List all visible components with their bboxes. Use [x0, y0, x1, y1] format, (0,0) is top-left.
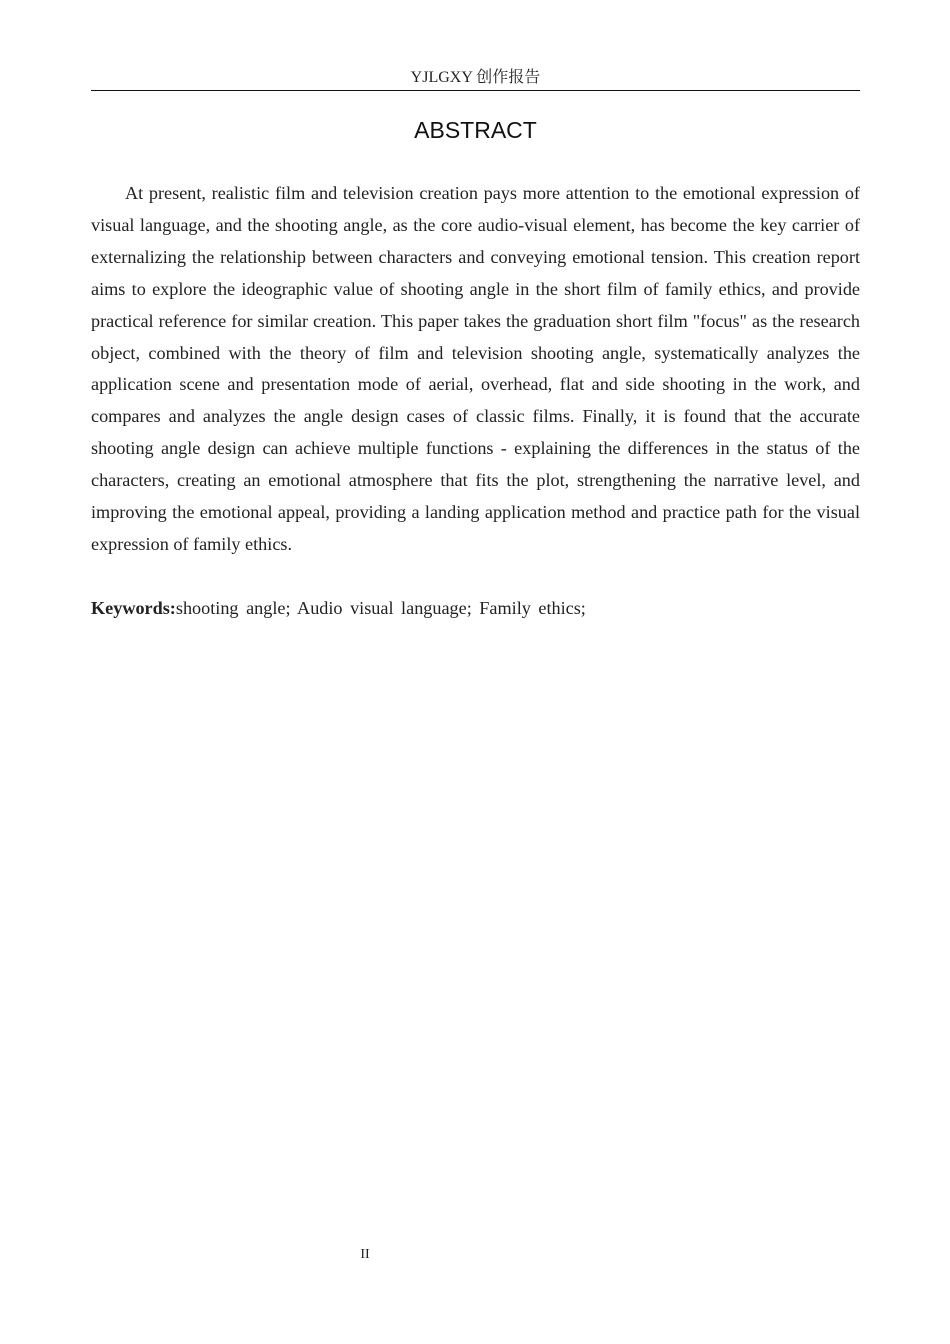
abstract-title: ABSTRACT	[414, 117, 537, 143]
keywords-label: Keywords:	[91, 598, 176, 618]
keywords-text: shooting angle; Audio visual language; Family ethics;	[175, 598, 586, 618]
header-rule	[91, 90, 860, 91]
running-header: YJLGXY 创作报告	[410, 69, 541, 86]
page-number: II	[360, 1247, 370, 1262]
abstract-body: At present, realistic film and television creation pays more attention to the emotional expression of visual language, and the shooting angle, as the core audio-visual element, has become the key carrier of externalizing the relationship between characters and conveying emotional tension. This creation report aims to explore the ideographic value of shooting angle in the short film of family ethics, and provide practical reference for similar creation. This paper takes the graduation short film "focus" as the research object, combined with the theory of film and television shooting angle, systematically analyzes the application scene and presentation mode of aerial, overhead, flat and side shooting in the work, and compares and analyzes the angle design cases of classic films. Finally, it is found that the accurate shooting angle design can achieve multiple functions - explaining the differences in the status of the characters, creating an emotional atmosphere that fits the plot, strengthening the narrative level, and improving the emotional appeal, providing a landing application method and practice path for the visual expression of family ethics.	[91, 183, 860, 554]
keywords-line	[91, 593, 860, 625]
